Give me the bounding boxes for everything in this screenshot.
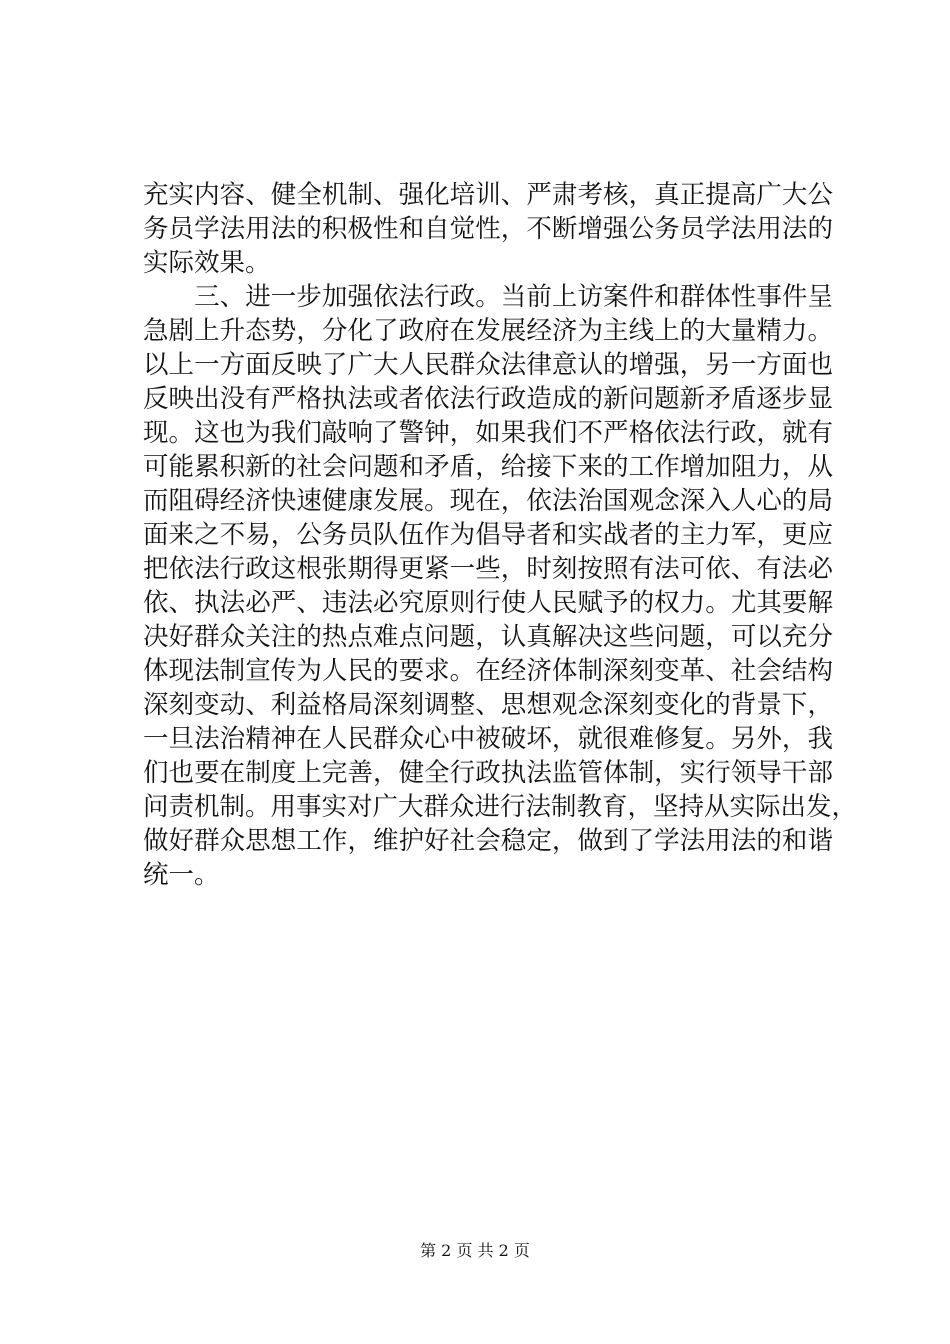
body-text-line: 把依法行政这根张期得更紧一些，时刻按照有法可依、有法必 — [143, 554, 833, 584]
body-text-line: 统一。 — [143, 860, 220, 890]
body-text-line: 面来之不易，公务员队伍作为倡导者和实战者的主力军，更应 — [143, 520, 833, 550]
page-number-footer: 第 2 页 共 2 页 — [420, 1241, 530, 1260]
body-text-line: 充实内容、健全机制、强化培训、严肃考核，真正提高广大公 — [143, 180, 833, 210]
body-text-line: 一旦法治精神在人民群众心中被破坏，就很难修复。另外，我 — [143, 724, 833, 754]
body-text-line: 们也要在制度上完善，健全行政执法监管体制，实行领导干部 — [143, 758, 833, 788]
body-text-line: 深刻变动、利益格局深刻调整、思想观念深刻变化的背景下， — [143, 690, 833, 720]
body-text-line: 现。这也为我们敲响了警钟，如果我们不严格依法行政，就有 — [143, 418, 833, 448]
body-text-line: 决好群众关注的热点难点问题，认真解决这些问题，可以充分 — [143, 622, 833, 652]
body-text-line: 可能累积新的社会问题和矛盾，给接下来的工作增加阻力，从 — [143, 452, 833, 482]
body-text-line: 做好群众思想工作，维护好社会稳定，做到了学法用法的和谐 — [143, 826, 833, 856]
body-text-line: 而阻碍经济快速健康发展。现在，依法治国观念深入人心的局 — [143, 486, 833, 516]
body-text-line: 务员学法用法的积极性和自觉性，不断增强公务员学法用法的 — [143, 214, 833, 244]
body-text-line: 以上一方面反映了广大人民群众法律意认的增强，另一方面也 — [143, 350, 833, 380]
body-text-line: 实际效果。 — [143, 248, 271, 278]
body-text-line: 三、进一步加强依法行政。当前上访案件和群体性事件呈 — [143, 282, 833, 312]
body-text-line: 急剧上升态势，分化了政府在发展经济为主线上的大量精力。 — [143, 316, 833, 346]
body-text-line: 反映出没有严格执法或者依法行政造成的新问题新矛盾逐步显 — [143, 384, 833, 414]
body-text-line: 问责机制。用事实对广大群众进行法制教育，坚持从实际出发， — [143, 792, 858, 822]
body-text-line: 体现法制宣传为人民的要求。在经济体制深刻变革、社会结构 — [143, 656, 833, 686]
body-text-line: 依、执法必严、违法必究原则行使人民赋予的权力。尤其要解 — [143, 588, 833, 618]
